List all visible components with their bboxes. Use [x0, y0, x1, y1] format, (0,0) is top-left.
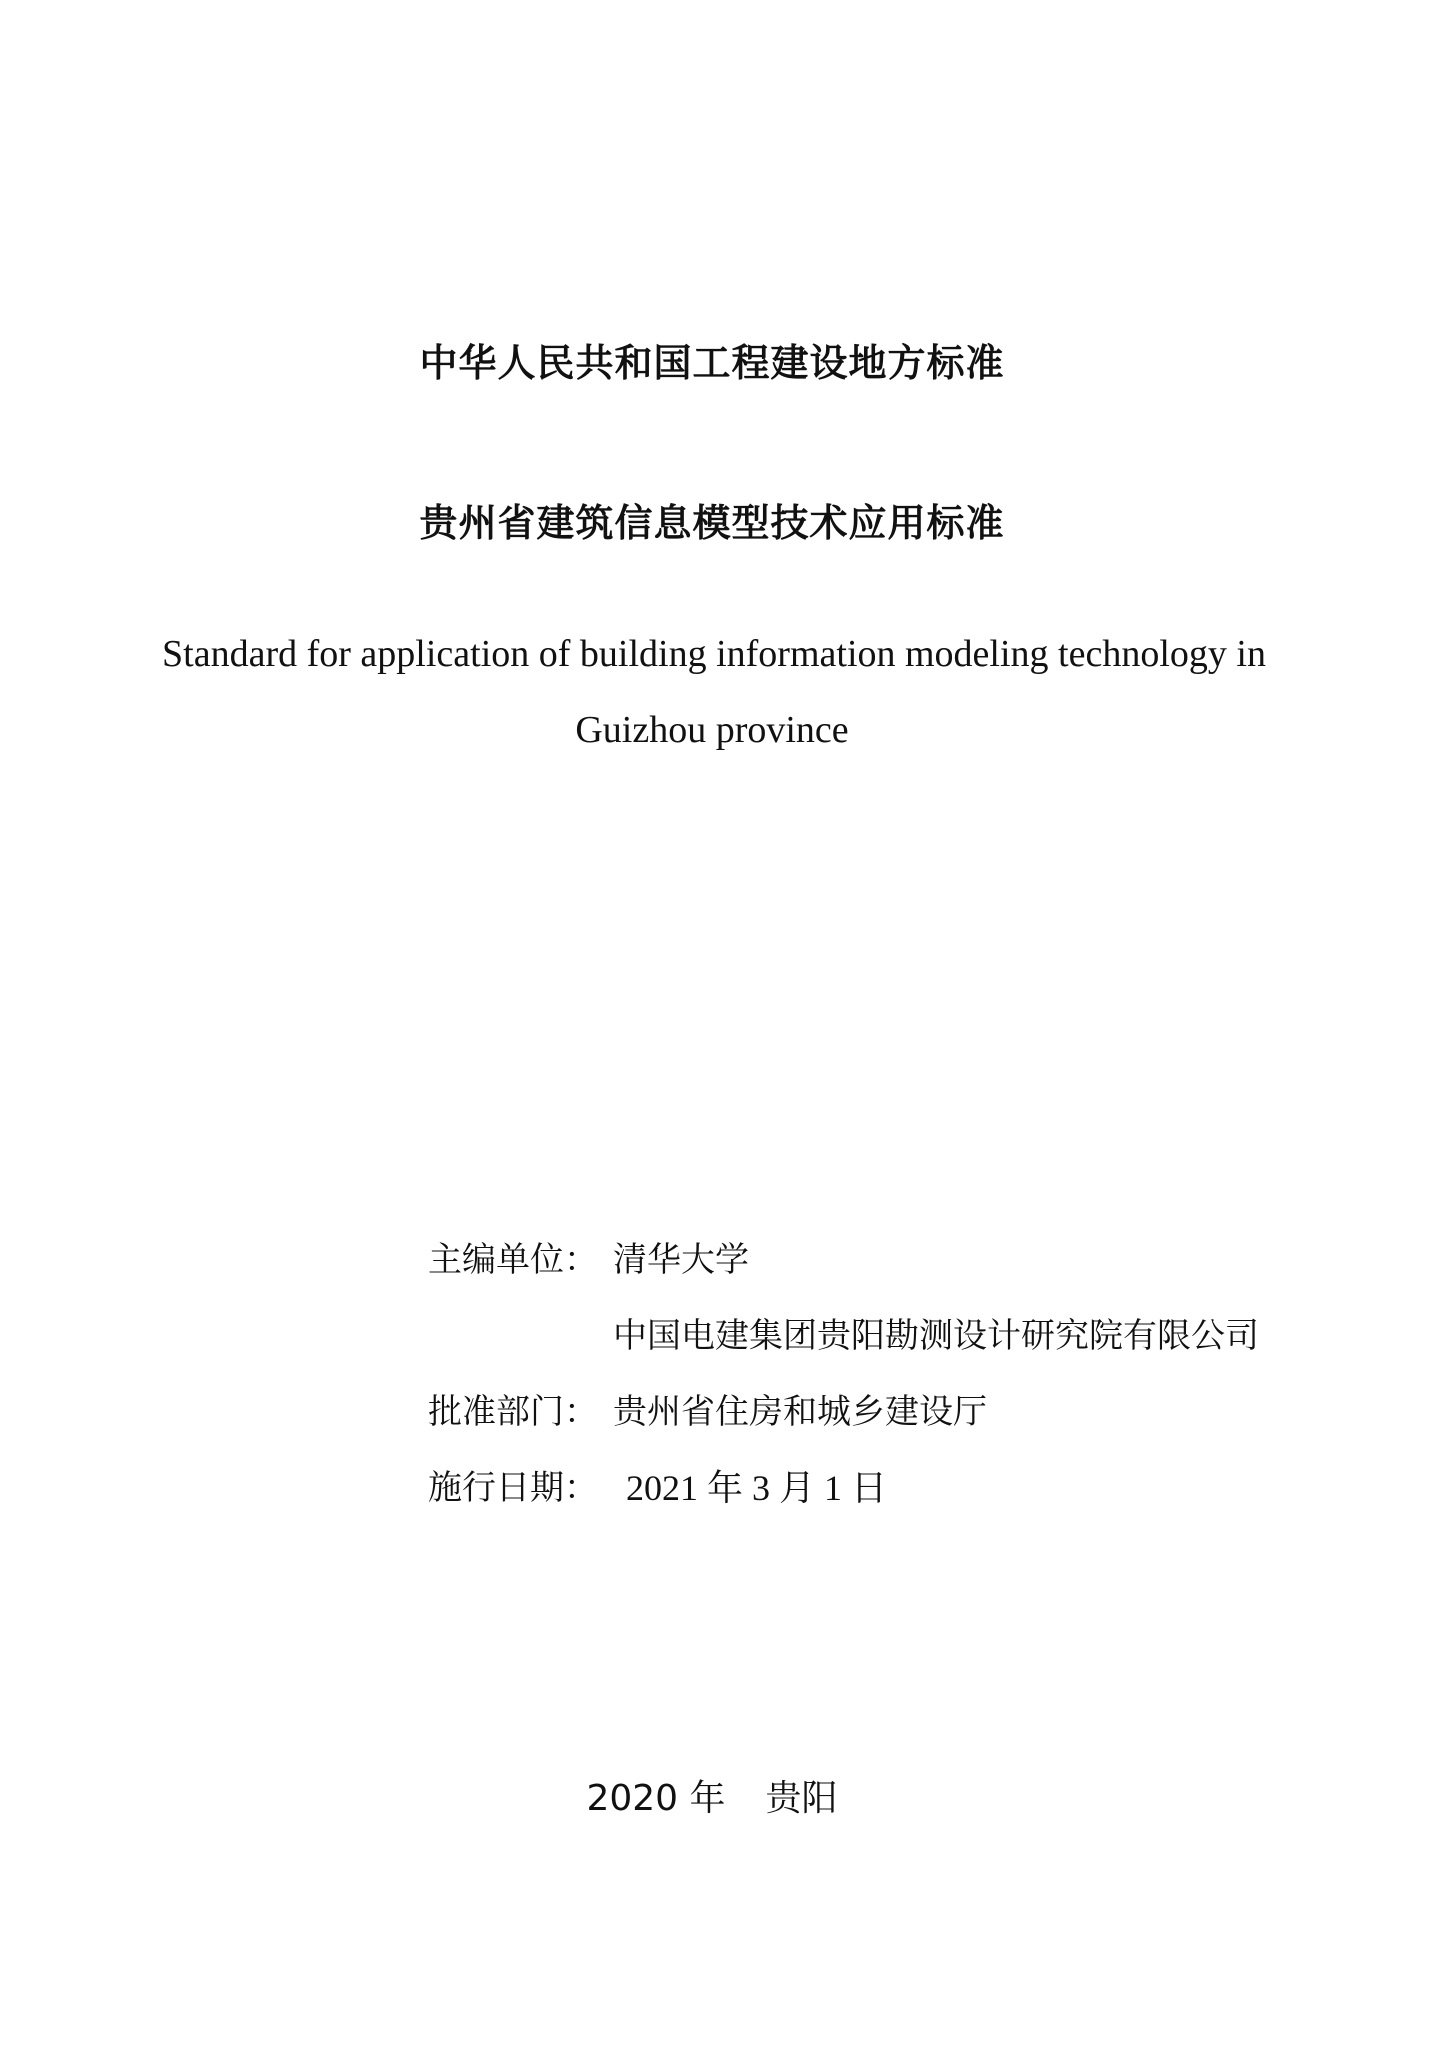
approval-dept-label: 批准部门： [428, 1392, 598, 1432]
chief-editor-row-2 [428, 1314, 1328, 1358]
effective-date-value: 2021 年 3 月 1 日 [626, 1468, 888, 1508]
footer-city: 贵阳 [765, 1778, 838, 1819]
effective-date-row [428, 1466, 1328, 1510]
chief-editor-label: 主编单位： [428, 1240, 598, 1280]
footer-year: 2020 年 [586, 1778, 726, 1819]
document-title-cn: 贵州省建筑信息模型技术应用标准 [419, 501, 1005, 545]
document-title-en-line-2: Guizhou province [575, 709, 849, 751]
footer-publication [0, 1770, 1436, 1821]
approval-dept-value: 贵州省住房和城乡建设厅 [613, 1392, 987, 1432]
chief-editor-unit-2: 中国电建集团贵阳勘测设计研究院有限公司 [613, 1316, 1259, 1356]
standard-category-heading: 中华人民共和国工程建设地方标准 [419, 341, 1005, 385]
effective-date-label: 施行日期： [428, 1468, 598, 1508]
approval-dept-row [428, 1390, 1328, 1434]
document-title-en-line-1: Standard for application of building information modeling technology in [162, 633, 1266, 675]
chief-editor-row [428, 1238, 1328, 1282]
chief-editor-unit-1: 清华大学 [613, 1240, 749, 1280]
